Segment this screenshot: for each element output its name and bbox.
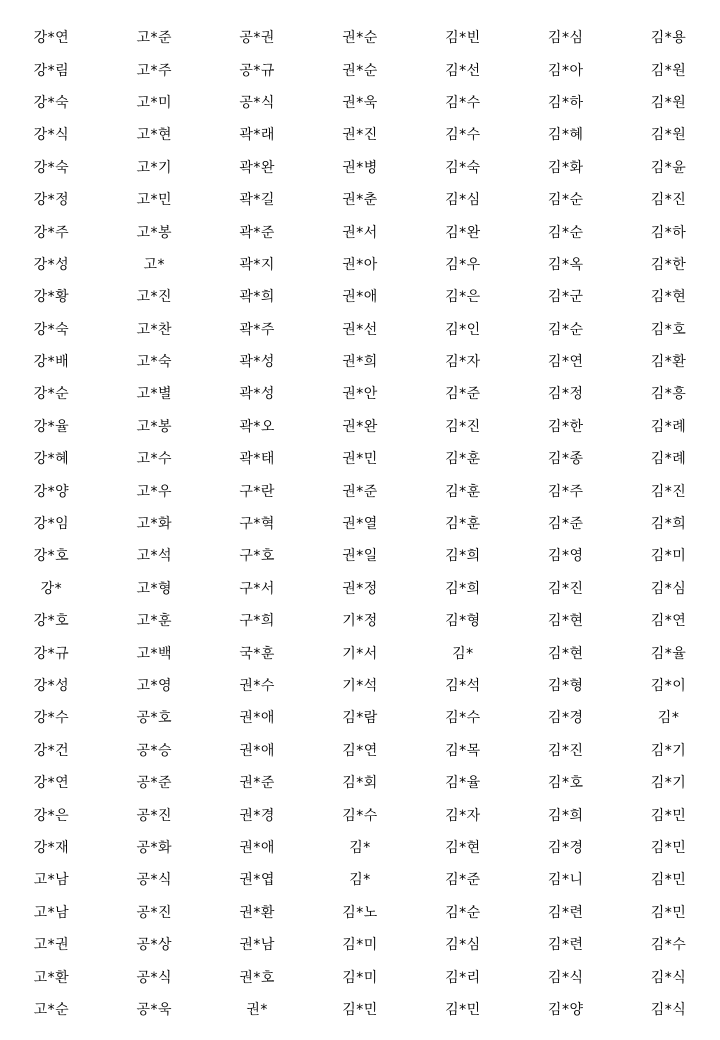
masked-name-cell: 고*우 (136, 483, 173, 500)
masked-name-cell: 김*숙 (445, 159, 481, 176)
masked-name-cell: 권*완 (342, 418, 378, 435)
masked-name-cell: 권*수 (239, 678, 275, 694)
masked-name-cell: 김*화 (547, 159, 584, 176)
masked-name-cell: 고*준 (136, 30, 173, 47)
masked-name-cell: 김*민 (650, 872, 687, 889)
masked-name-cell: 고*봉 (136, 224, 173, 241)
masked-name-cell: 고*순 (33, 1001, 70, 1018)
masked-name-cell: 고*권 (33, 937, 70, 954)
masked-name-cell: 김*훈 (445, 516, 481, 533)
masked-name-cell: 강*순 (33, 386, 70, 403)
masked-name-cell: 구*란 (239, 483, 275, 500)
masked-name-cell: 김*련 (547, 937, 584, 954)
masked-name-cell: 권*일 (342, 548, 378, 565)
masked-name-cell: 김*자 (445, 807, 481, 824)
masked-name-cell: 김*용 (650, 30, 687, 47)
masked-name-cell: 강*숙 (33, 321, 70, 338)
masked-name-cell: 기*석 (342, 678, 378, 694)
masked-name-cell: 구*서 (239, 580, 275, 597)
masked-name-cell: 김*연 (342, 742, 378, 759)
masked-name-cell: 강*율 (33, 418, 70, 435)
masked-name-cell: 김*기 (650, 775, 687, 792)
masked-name-cell: 김*정 (547, 386, 584, 403)
masked-name-cell: 김*진 (650, 483, 687, 500)
masked-name-cell: 권*욱 (342, 94, 378, 111)
masked-name-cell: 김*람 (342, 710, 378, 727)
masked-name-cell: 권*애 (239, 742, 275, 759)
masked-name-cell: 권*희 (342, 354, 378, 371)
masked-name-cell: 김*훈 (445, 451, 481, 468)
masked-name-cell: 김*순 (547, 224, 584, 241)
masked-name-cell: 곽*성 (239, 354, 275, 371)
masked-name-cell: 강*정 (33, 192, 70, 209)
masked-name-cell: 기*서 (342, 645, 378, 662)
masked-name-cell: 강*은 (33, 807, 70, 824)
masked-name-cell: 공*식 (239, 94, 275, 111)
masked-name-cell: 곽*준 (239, 224, 275, 241)
masked-name-cell: 김*빈 (445, 30, 481, 47)
masked-name-cell: 강*호 (33, 548, 70, 565)
masked-name-cell: 권*준 (342, 483, 378, 500)
masked-name-cell: 강*연 (33, 775, 70, 792)
masked-name-cell: 권*정 (342, 580, 378, 597)
masked-name-cell: 고*남 (33, 904, 70, 921)
masked-name-cell: 기*정 (342, 613, 378, 630)
masked-name-cell: 곽*오 (239, 418, 275, 435)
masked-name-cell: 권*서 (342, 224, 378, 241)
masked-name-cell: 김*순 (547, 321, 584, 338)
masked-name-cell: 김*윤 (650, 159, 687, 176)
masked-name-cell: 김*희 (547, 807, 584, 824)
masked-name-cell: 김*한 (650, 256, 687, 273)
masked-name-cell: 강*혜 (33, 451, 70, 468)
masked-name-cell: 김*기 (650, 742, 687, 759)
masked-name-cell: 김*심 (650, 580, 687, 597)
masked-name-cell: 김*진 (650, 192, 687, 209)
masked-name-cell: 김*연 (547, 354, 584, 371)
masked-name-cell: 고*화 (136, 516, 173, 533)
masked-name-cell: 김*형 (547, 678, 584, 694)
masked-name-cell: 권*민 (342, 451, 378, 468)
masked-name-cell: 김*경 (547, 839, 584, 856)
masked-name-cell: 구*희 (239, 613, 275, 630)
masked-name-cell: 김*한 (547, 418, 584, 435)
masked-name-cell: 김*순 (547, 192, 584, 209)
masked-name-cell: 김*민 (650, 904, 687, 921)
masked-name-cell: 구*호 (239, 548, 275, 565)
masked-name-cell: 김*희 (445, 580, 481, 597)
masked-name-cell: 김*례 (650, 418, 687, 435)
masked-name-cell: 강*연 (33, 30, 70, 47)
masked-name-cell: 권*선 (342, 321, 378, 338)
masked-name-cell: 김*수 (445, 710, 481, 727)
masked-name-cell: 김*율 (650, 645, 687, 662)
masked-name-cell: 권*경 (239, 807, 275, 824)
masked-name-cell: 김*회 (342, 775, 378, 792)
masked-name-cell: 권*병 (342, 159, 378, 176)
masked-name-cell: 김*심 (547, 30, 584, 47)
masked-name-cell: 김*환 (650, 354, 687, 371)
masked-name-cell: 김*준 (445, 386, 481, 403)
masked-name-cell: 공*규 (239, 62, 275, 79)
masked-name-cell: 김*군 (547, 289, 584, 306)
masked-name-cell: 김*현 (547, 613, 584, 630)
masked-name-cell: 김*주 (547, 483, 584, 500)
masked-name-cell: 권*애 (239, 839, 275, 856)
masked-name-cell: 김*우 (445, 256, 481, 273)
masked-name-cell: 김*심 (445, 192, 481, 209)
masked-name-cell: 김*훈 (445, 483, 481, 500)
masked-name-cell: 고* (143, 256, 166, 273)
masked-name-cell: 김* (349, 839, 371, 856)
masked-name-cell: 고*형 (136, 580, 173, 597)
masked-name-cell: 권*준 (239, 775, 275, 792)
masked-name-cell: 권*남 (239, 937, 275, 954)
masked-name-cell: 김*은 (445, 289, 481, 306)
masked-name-cell: 권*진 (342, 127, 378, 144)
masked-name-cell: 김*호 (650, 321, 687, 338)
masked-name-cell: 김*영 (547, 548, 584, 565)
masked-name-cell: 강*식 (33, 127, 70, 144)
masked-name-cell: 권*호 (239, 969, 275, 986)
masked-name-cell: 고*석 (136, 548, 173, 565)
masked-name-cell: 김*준 (445, 872, 481, 889)
masked-name-cell: 곽*성 (239, 386, 275, 403)
masked-name-cell: 김*석 (445, 678, 481, 694)
masked-name-cell: 권*아 (342, 256, 378, 273)
masked-name-cell: 김*미 (650, 548, 687, 565)
masked-name-cell: 강*주 (33, 224, 70, 241)
masked-name-cell: 강*숙 (33, 159, 70, 176)
masked-name-cell: 김*민 (650, 839, 687, 856)
masked-name-cell: 권*순 (342, 62, 378, 79)
masked-name-cell: 김* (657, 710, 680, 727)
masked-name-cell: 김*희 (650, 516, 687, 533)
name-list-grid (0, 21, 720, 1025)
masked-name-cell: 김*미 (342, 937, 378, 954)
masked-name-cell: 곽*지 (239, 256, 275, 273)
masked-name-cell: 공*식 (136, 969, 173, 986)
masked-name-cell: 김*민 (445, 1001, 481, 1018)
masked-name-cell: 고*별 (136, 386, 173, 403)
masked-name-cell: 김*인 (445, 321, 481, 338)
masked-name-cell: 김*혜 (547, 127, 584, 144)
masked-name-cell: 권*환 (239, 904, 275, 921)
masked-name-cell: 고*훈 (136, 613, 173, 630)
masked-name-cell: 고*현 (136, 127, 173, 144)
masked-name-cell: 고*미 (136, 94, 173, 111)
masked-name-cell: 국*훈 (239, 645, 275, 662)
masked-name-cell: 공*권 (239, 30, 275, 47)
masked-name-cell: 김*경 (547, 710, 584, 727)
masked-name-cell: 고*숙 (136, 354, 173, 371)
masked-name-cell: 공*욱 (136, 1001, 173, 1018)
masked-name-cell: 고*진 (136, 289, 173, 306)
masked-name-cell: 곽*래 (239, 127, 275, 144)
masked-name-cell: 김*원 (650, 127, 687, 144)
masked-name-cell: 고*민 (136, 192, 173, 209)
masked-name-cell: 고*백 (136, 645, 173, 662)
masked-name-cell: 권*애 (342, 289, 378, 306)
masked-name-cell: 강* (40, 580, 63, 597)
masked-name-cell: 김*하 (650, 224, 687, 241)
masked-name-cell: 권*춘 (342, 192, 378, 209)
masked-name-cell: 김*수 (342, 807, 378, 824)
masked-name-cell: 구*혁 (239, 516, 275, 533)
masked-name-cell: 김*심 (445, 937, 481, 954)
masked-name-cell: 강*황 (33, 289, 70, 306)
masked-name-cell: 권*순 (342, 30, 378, 47)
masked-name-cell: 김*리 (445, 969, 481, 986)
masked-name-cell: 고*찬 (136, 321, 173, 338)
masked-name-cell: 김*하 (547, 94, 584, 111)
masked-name-cell: 곽*주 (239, 321, 275, 338)
masked-name-cell: 김*흥 (650, 386, 687, 403)
masked-name-cell: 권*열 (342, 516, 378, 533)
masked-name-cell: 권*안 (342, 386, 378, 403)
masked-name-cell: 곽*길 (239, 192, 275, 209)
masked-name-cell: 김*현 (547, 645, 584, 662)
masked-name-cell: 공*상 (136, 937, 173, 954)
masked-name-cell: 권*엽 (239, 872, 275, 889)
masked-name-cell: 공*승 (136, 742, 173, 759)
masked-name-cell: 김*종 (547, 451, 584, 468)
masked-name-cell: 김*호 (547, 775, 584, 792)
masked-name-cell: 김*민 (650, 807, 687, 824)
masked-name-cell: 공*호 (136, 710, 173, 727)
masked-name-cell: 김*민 (342, 1001, 378, 1018)
masked-name-cell: 김*수 (650, 937, 687, 954)
masked-name-cell: 김* (349, 872, 371, 889)
masked-name-cell: 김*원 (650, 62, 687, 79)
masked-name-cell: 김*식 (650, 969, 687, 986)
masked-name-cell: 김*니 (547, 872, 584, 889)
masked-name-cell: 고*기 (136, 159, 173, 176)
masked-name-cell: 김*완 (445, 224, 481, 241)
masked-name-cell: 강*림 (33, 62, 70, 79)
masked-name-cell: 김*노 (342, 904, 378, 921)
masked-name-cell: 김*율 (445, 775, 481, 792)
masked-name-cell: 김*식 (547, 969, 584, 986)
masked-name-cell: 고*남 (33, 872, 70, 889)
masked-name-cell: 공*진 (136, 904, 173, 921)
masked-name-cell: 김*선 (445, 62, 481, 79)
masked-name-cell: 김*련 (547, 904, 584, 921)
masked-name-cell: 강*수 (33, 710, 70, 727)
masked-name-cell: 김*원 (650, 94, 687, 111)
masked-name-cell: 김*이 (650, 678, 687, 694)
masked-name-cell: 김*희 (445, 548, 481, 565)
masked-name-cell: 김*례 (650, 451, 687, 468)
masked-name-cell: 고*영 (136, 678, 173, 694)
masked-name-cell: 김*현 (445, 839, 481, 856)
masked-name-cell: 김*진 (445, 418, 481, 435)
masked-name-cell: 곽*태 (239, 451, 275, 468)
masked-name-cell: 김*형 (445, 613, 481, 630)
masked-name-cell: 김*미 (342, 969, 378, 986)
masked-name-cell: 공*준 (136, 775, 173, 792)
masked-name-cell: 강*양 (33, 483, 70, 500)
masked-name-cell: 고*수 (136, 451, 173, 468)
masked-name-cell: 권* (246, 1001, 268, 1018)
masked-name-cell: 고*환 (33, 969, 70, 986)
masked-name-cell: 강*규 (33, 645, 70, 662)
masked-name-cell: 강*호 (33, 613, 70, 630)
masked-name-cell: 김*준 (547, 516, 584, 533)
masked-name-cell: 강*성 (33, 256, 70, 273)
masked-name-cell: 김*수 (445, 94, 481, 111)
masked-name-cell: 고*봉 (136, 418, 173, 435)
masked-name-cell: 권*애 (239, 710, 275, 727)
masked-name-cell: 김*현 (650, 289, 687, 306)
masked-name-cell: 공*식 (136, 872, 173, 889)
masked-name-cell: 김*식 (650, 1001, 687, 1018)
masked-name-cell: 김*자 (445, 354, 481, 371)
masked-name-cell: 김*목 (445, 742, 481, 759)
masked-name-cell: 고*주 (136, 62, 173, 79)
masked-name-cell: 김*수 (445, 127, 481, 144)
masked-name-cell: 김*연 (650, 613, 687, 630)
masked-name-cell: 곽*희 (239, 289, 275, 306)
masked-name-cell: 김*순 (445, 904, 481, 921)
masked-name-cell: 강*건 (33, 742, 70, 759)
masked-name-cell: 공*화 (136, 839, 173, 856)
masked-name-cell: 김*진 (547, 742, 584, 759)
masked-name-cell: 강*숙 (33, 94, 70, 111)
masked-name-cell: 김* (452, 645, 474, 662)
masked-name-cell: 김*양 (547, 1001, 584, 1018)
masked-name-cell: 공*진 (136, 807, 173, 824)
masked-name-cell: 강*임 (33, 516, 70, 533)
masked-name-cell: 김*아 (547, 62, 584, 79)
masked-name-cell: 곽*완 (239, 159, 275, 176)
masked-name-cell: 강*재 (33, 839, 70, 856)
masked-name-cell: 김*진 (547, 580, 584, 597)
masked-name-cell: 강*배 (33, 354, 70, 371)
masked-name-cell: 강*성 (33, 678, 70, 694)
masked-name-cell: 김*옥 (547, 256, 584, 273)
